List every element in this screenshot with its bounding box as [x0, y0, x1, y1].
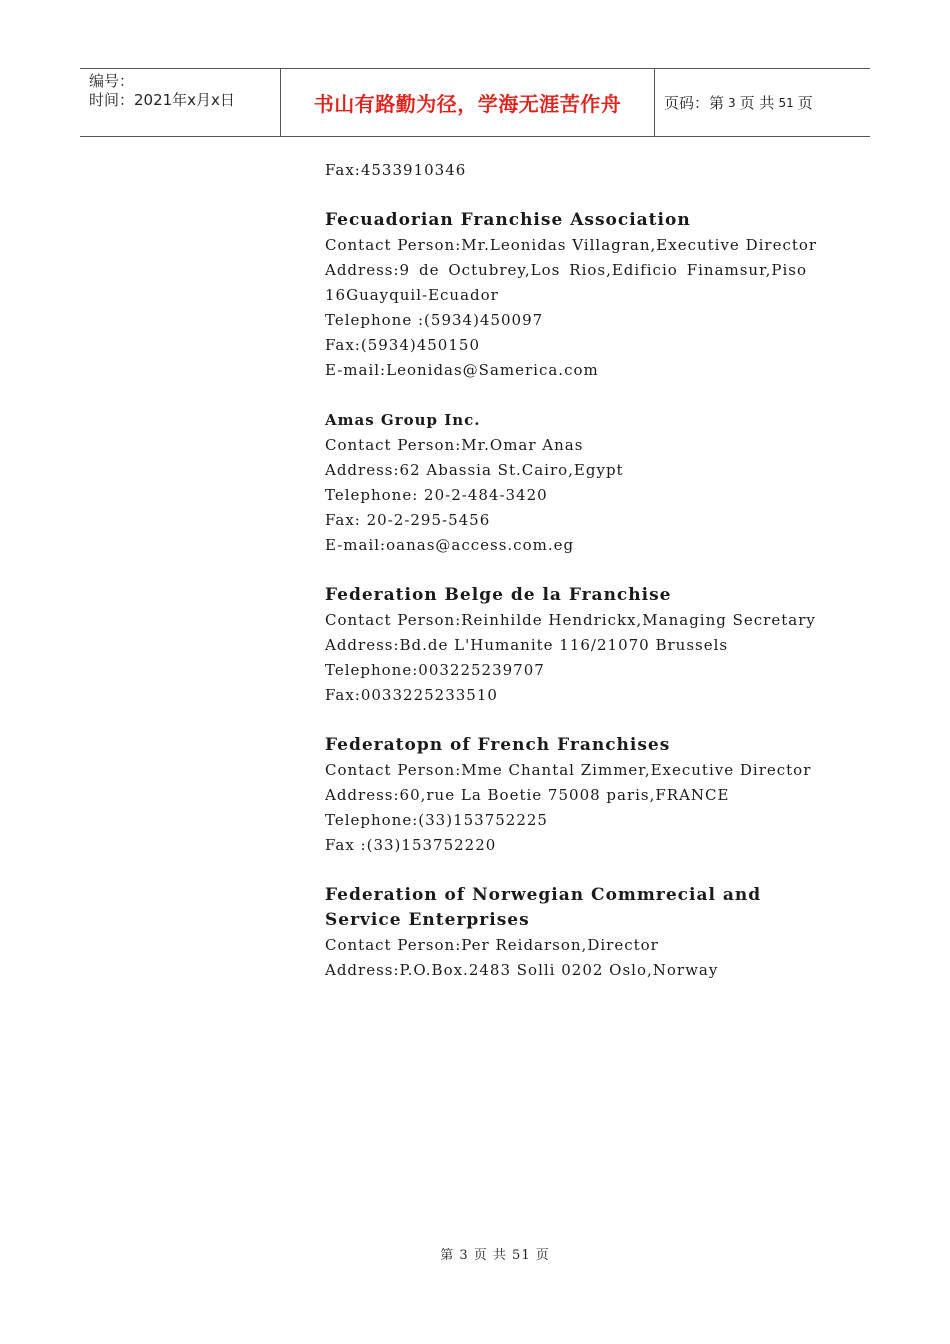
address-line: Address:62 Abassia St.Cairo,Egypt — [325, 461, 624, 479]
header-motto: 书山有路勤为径，学海无涯苦作舟 — [281, 69, 655, 136]
fax-line: Fax :(33)153752220 — [325, 836, 497, 854]
entry-title: Federatopn of French Franchises — [325, 735, 671, 755]
entry-federation-belge — [325, 583, 816, 708]
address-line: Address:60,rue La Boetie 75008 paris,FRANCE — [325, 786, 730, 804]
document-body — [325, 158, 818, 983]
telephone-line: Telephone :(5934)450097 — [325, 311, 544, 329]
entry-title: Federation of Norwegian Commrecial and Service Enterprises — [325, 885, 762, 930]
page-footer: 第 3 页 共 51 页 — [440, 1248, 550, 1263]
header-meta — [80, 69, 281, 136]
address-line-continued: 16Guayquil-Ecuador — [325, 286, 499, 304]
page-mid: 页 共 — [739, 94, 775, 112]
address-line: Address:9 de Octubrey,Los Rios,Edificio Finamsur,Piso — [325, 261, 807, 279]
page-total: 51 — [778, 95, 794, 110]
address-line: Address:Bd.de L'Humanite 116/21070 Brussels — [325, 636, 729, 654]
page-prefix: 页码：第 — [664, 94, 725, 112]
entry-french-franchises — [325, 733, 812, 858]
fax-line: Fax:4533910346 — [325, 161, 467, 179]
entry-norwegian-federation — [325, 883, 807, 983]
telephone-line: Telephone:003225239707 — [325, 661, 545, 679]
email-line: E-mail:Leonidas@Samerica.com — [325, 361, 599, 379]
header-page-indicator — [655, 69, 870, 136]
contact-line: Contact Person:Reinhilde Hendrickx,Managing Secretary — [325, 611, 816, 629]
number-label: 编号： — [89, 72, 135, 90]
page-header — [80, 68, 870, 137]
entry-fecuadorian — [325, 208, 818, 383]
contact-line: Contact Person:Mr.Omar Anas — [325, 436, 584, 454]
entry-title: Fecuadorian Franchise Association — [325, 210, 691, 230]
entry-title: Amas Group Inc. — [325, 411, 481, 429]
date-label: 时间：2021年x月x日 — [89, 91, 235, 109]
fax-line: Fax:0033225233510 — [325, 686, 498, 704]
contact-line: Contact Person:Mr.Leonidas Villagran,Executive Director — [325, 236, 818, 254]
contact-line: Contact Person:Per Reidarson,Director — [325, 936, 659, 954]
telephone-line: Telephone:(33)153752225 — [325, 811, 548, 829]
fax-line: Fax:(5934)450150 — [325, 336, 480, 354]
address-line: Address:P.O.Box.2483 Solli 0202 Oslo,Norway — [325, 961, 719, 979]
email-line: E-mail:oanas@access.com.eg — [325, 536, 575, 554]
page-suffix: 页 — [797, 94, 813, 112]
entry-title: Federation Belge de la Franchise — [325, 585, 672, 605]
fax-line: Fax: 20-2-295-5456 — [325, 511, 491, 529]
entry-amas-group — [325, 408, 807, 558]
telephone-line: Telephone: 20-2-484-3420 — [325, 486, 548, 504]
page-current: 3 — [728, 95, 736, 110]
contact-line: Contact Person:Mme Chantal Zimmer,Executive Director — [325, 761, 812, 779]
